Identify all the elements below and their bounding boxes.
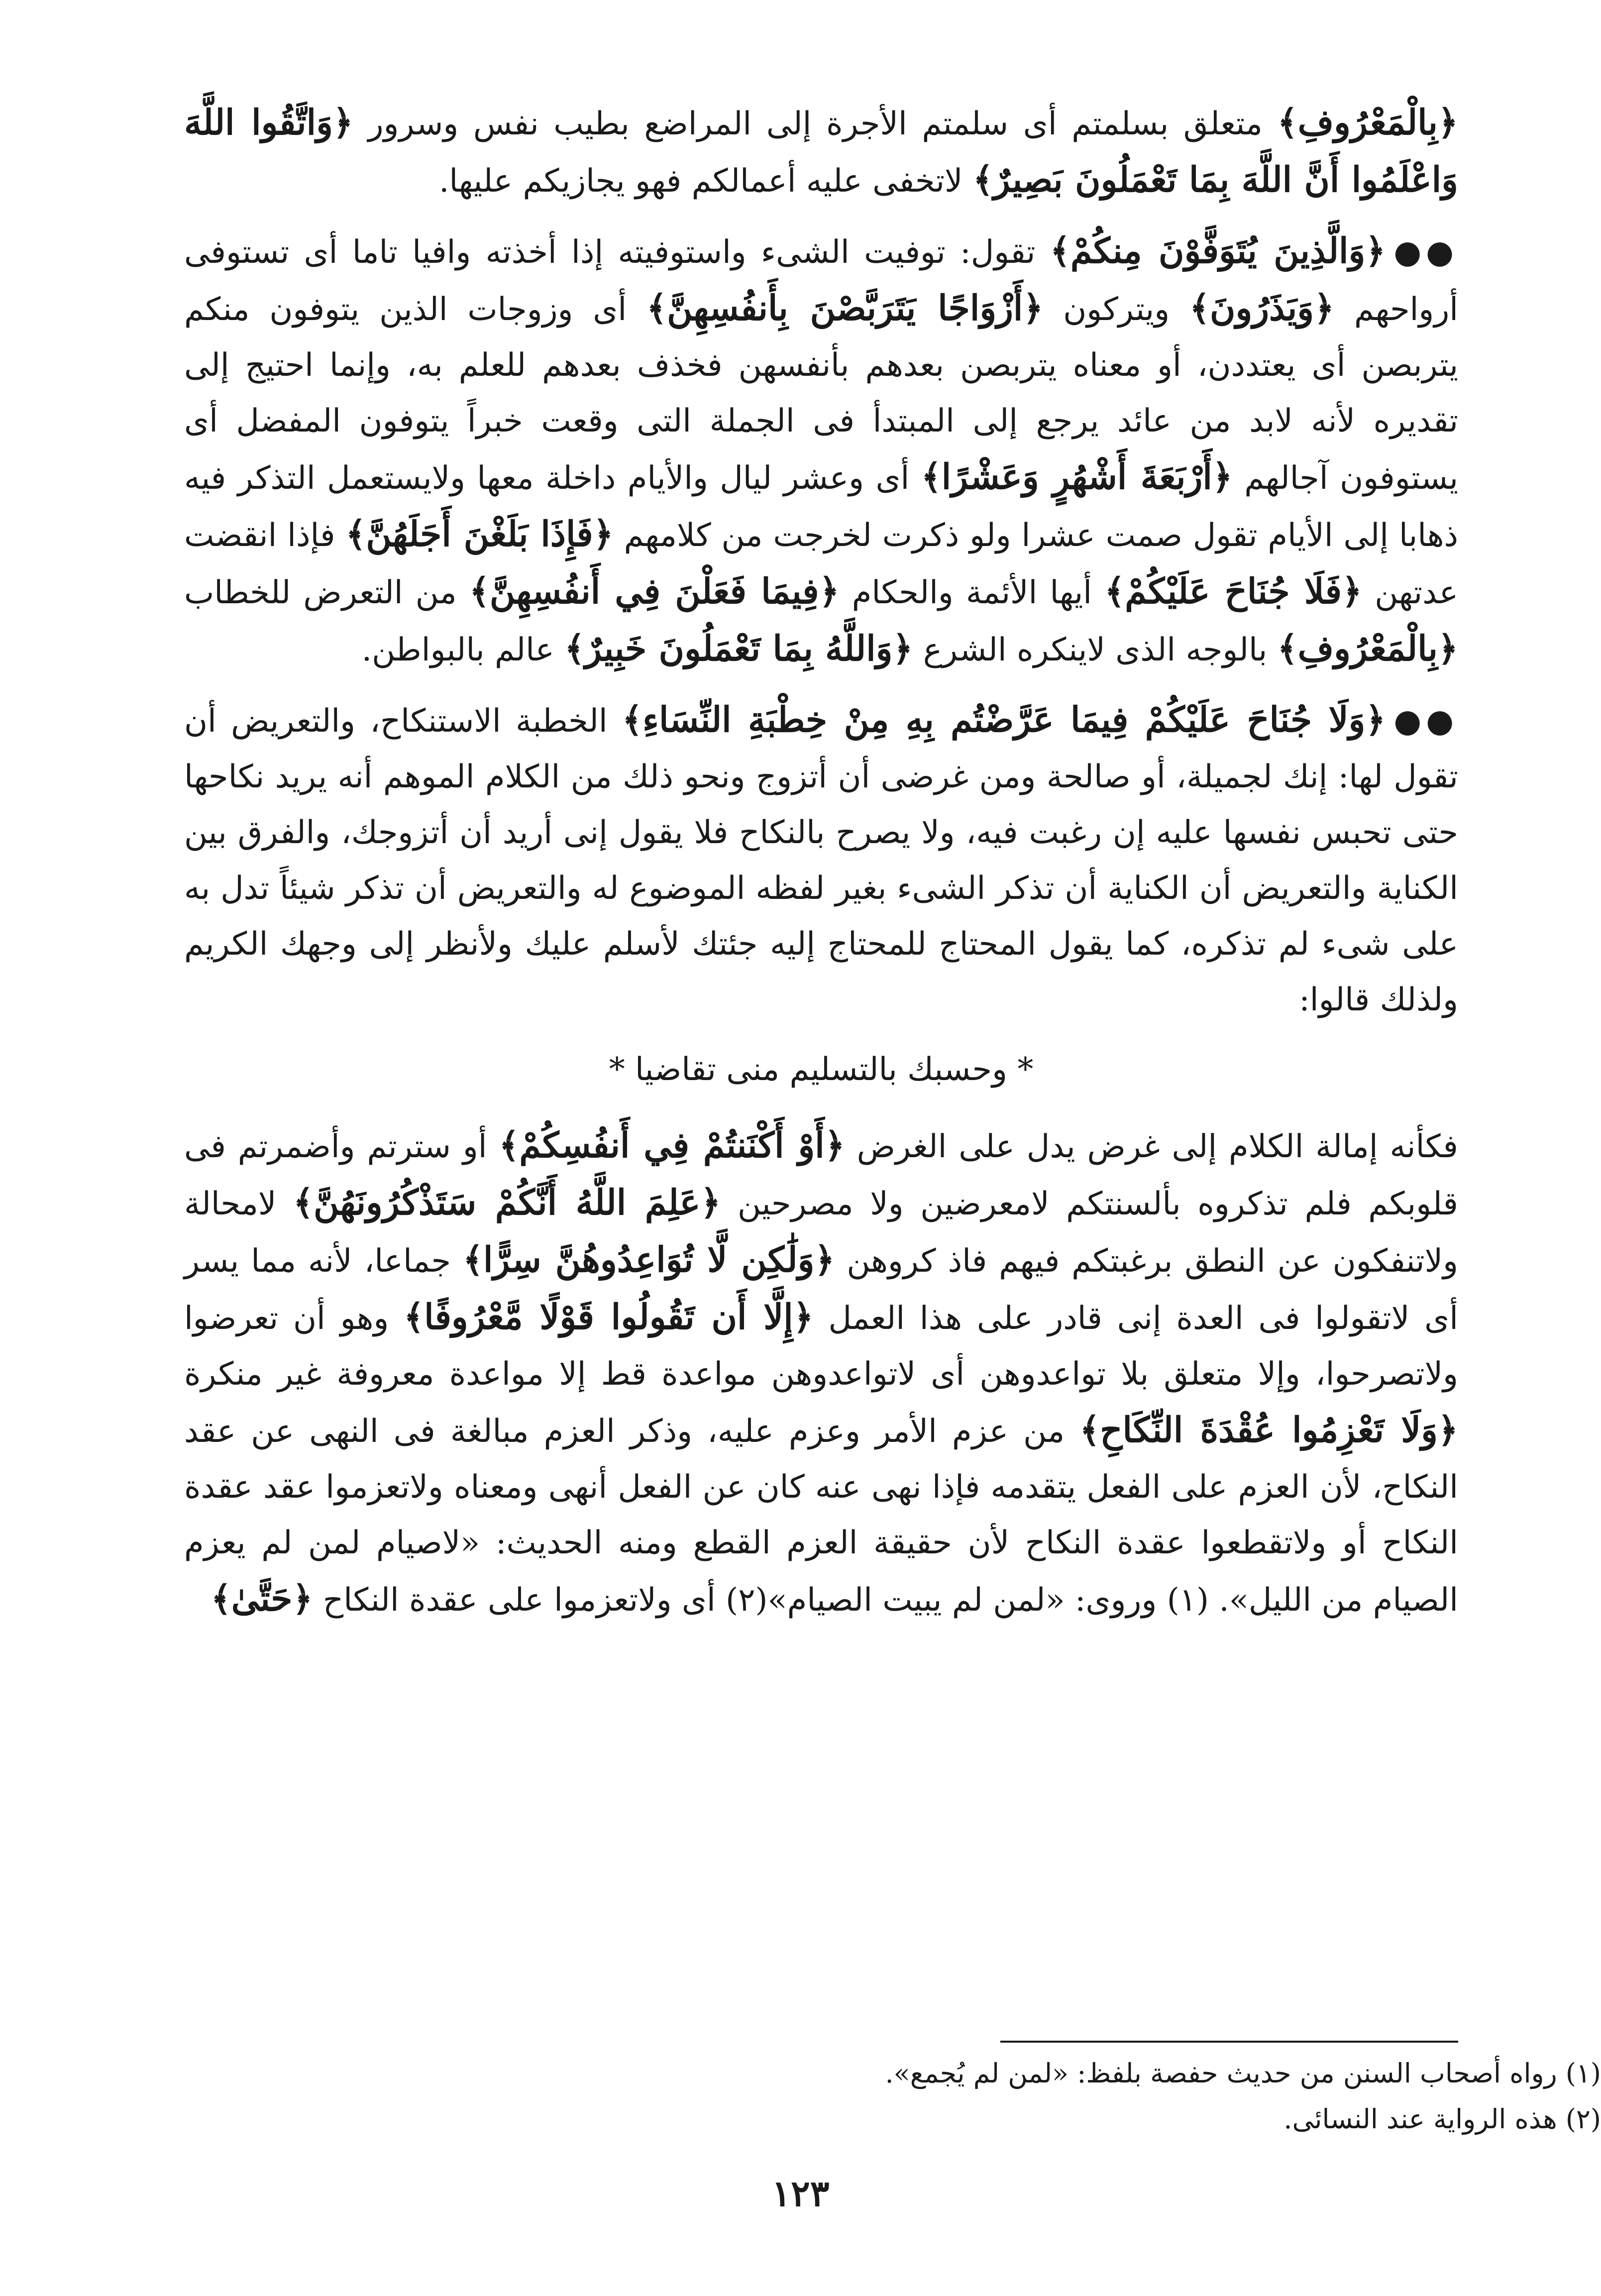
commentary-text: الخطبة الاستنكاح، والتعريض أن تقول لها: إنك لجميلة، أو صالحة ومن غرضى أن أتزوج ونحو ذلك من الكلام الموهم أنه يريد نكاحها حتى تحبس نفسها عليه إن رغبت فيه، ولا يصرح بالنكاح فلا يقول إنى أريد أن أتزوجك، والفرق بين الكناية والتعريض أن الكناية أن تذكر الشىء بغير لفظه الموضوع له والتعريض أن تذكر شيئاً تدل به على شىء لم تذكره، كما يقول المحتاج للمحتاج إليه جئتك لأسلم عليك ولأنظر إلى وجهك الكريم ولذلك قالوا: (184, 703, 1459, 1018)
commentary-text: فإذا انقضت عدتهن (184, 517, 1459, 611)
paragraph-1 (184, 95, 1458, 209)
verse-line: * وحسبك بالتسليم منى تقاضيا * (609, 1051, 1034, 1088)
paragraph-3 (184, 692, 1458, 1028)
commentary-text: متعلق بسلمتم أى سلمتم الأجرة إلى المراضع بطيب نفس وسرور (353, 106, 1278, 142)
bullet-marker: ●● (1393, 702, 1459, 740)
footnotes (327, 2051, 1601, 2142)
commentary-text: أى وعشر ليال والأيام داخلة معها ولايستعمل التذكر فيه ذهابا إلى الأيام تقول صمت عشرا ولو ذكرت لخرجت من كلامهم (184, 460, 1459, 554)
commentary-text: تقول: توفيت الشىء واستوفيته إذا أخذته وافيا تاما أى تستوفى أرواحهم (184, 234, 1459, 328)
quran-quote: ﴿أَوْ أَكْنَنتُمْ فِي أَنفُسِكُمْ﴾ (499, 1124, 845, 1166)
paragraph-2 (184, 223, 1458, 678)
quran-quote: ﴿فَلَا جُنَاحَ عَلَيْكُمْ﴾ (1104, 570, 1363, 612)
quran-quote: ﴿وَاللَّهُ بِمَا تَعْمَلُونَ خَبِيرٌ﴾ (564, 628, 913, 669)
quran-quote: ﴿وَالَّذِينَ يُتَوَفَّوْنَ مِنكُمْ﴾ (1050, 230, 1386, 271)
commentary-text: أيها الأئمة والحكام (839, 574, 1105, 611)
quran-quote: ﴿عَلِمَ اللَّهُ أَنَّكُمْ سَتَذْكُرُونَهُنَّ﴾ (293, 1182, 721, 1223)
quran-quote: ﴿إِلَّا أَن تَقُولُوا قَوْلًا مَّعْرُوفًا﴾ (404, 1296, 814, 1337)
commentary-text: فكأنه إمالة الكلام إلى غرض يدل على الغرض (845, 1128, 1459, 1165)
quran-quote: ﴿وَلَٰكِن لَّا تُوَاعِدُوهُنَّ سِرًّا﴾ (463, 1239, 835, 1280)
page-body (184, 95, 1458, 1642)
bullet-marker: ●● (1393, 233, 1459, 271)
commentary-text: لامحالة ولاتنفكون عن النطق برغبتكم فيهم فاذ كروهن (184, 1186, 1458, 1280)
commentary-text: من التعرض للخطاب (184, 574, 469, 611)
commentary-text: لاتخفى عليه أعمالكم فهو يجازيكم عليها. (439, 163, 973, 200)
commentary-text: وهو أن تعرضوا ولاتصرحوا، وإلا متعلق بلا تواعدوهن أى لاتواعدوهن مواعدة قط إلا مواعدة معروفة غير منكرة (184, 1300, 1458, 1393)
commentary-text: أو سترتم وأضمرتم فى قلوبكم فلم تذكروه بألسنتكم لامعرضين ولا مصرحين (184, 1128, 1459, 1222)
quran-quote: ﴿فِيمَا فَعَلْنَ فِي أَنفُسِهِنَّ﴾ (469, 570, 840, 612)
footnote-1: (١) رواه أصحاب السنن من حديث حفصة بلفظ: «لمن لم يُجمع». (885, 2058, 1601, 2089)
quran-quote: ﴿وَلَا جُنَاحَ عَلَيْكُمْ فِيمَا عَرَّضْتُم بِهِ مِنْ خِطْبَةِ النِّسَاءِ﴾ (622, 699, 1386, 740)
quran-quote: ﴿أَزْوَاجًا يَتَرَبَّصْنَ بِأَنفُسِهِنَّ﴾ (646, 287, 1044, 328)
quran-quote: ﴿حَتَّىٰ﴾ (211, 1578, 313, 1619)
quran-quote: ﴿وَلَا تَعْزِمُوا عُقْدَةَ النِّكَاحِ﴾ (1079, 1409, 1458, 1450)
quran-quote: ﴿وَيَذَرُونَ﴾ (1189, 287, 1335, 328)
commentary-text: جماعا، لأنه مما يسر أى لاتقولوا فى العدة إنى قادر على هذا العمل (184, 1243, 1458, 1337)
quran-quote: ﴿أَرْبَعَةَ أَشْهُرٍ وَعَشْرًا﴾ (921, 456, 1233, 497)
commentary-text: ويتركون (1043, 291, 1190, 328)
page-number: ١٢٣ (771, 2172, 830, 2214)
quran-quote: ﴿وَاتَّقُوا اللَّهَ وَاعْلَمُوا أَنَّ اللَّهَ بِمَا تَعْمَلُونَ بَصِيرٌ﴾ (184, 102, 1458, 200)
quran-quote: ﴿فَإِذَا بَلَغْنَ أَجَلَهُنَّ﴾ (345, 513, 614, 554)
commentary-text: بالوجه الذى لاينكره الشرع (913, 632, 1278, 668)
quran-quote: ﴿بِالْمَعْرُوفِ﴾ (1277, 628, 1458, 669)
commentary-text: أى وزوجات الذين يتوفون منكم يتربصن أى يعتددن، أو معناه يتربصن بعدهم بأنفسهن فخذف بعدهم للعلم به، وإنما احتيج إلى تقديره لأنه لابد من عائد يرجع إلى المبتدأ فى الجملة التى وقعت خبراً يتوفون المفضل أى يستوفون آجالهم (184, 291, 1459, 497)
footnote-divider (1000, 2041, 1458, 2043)
paragraph-4 (184, 1117, 1458, 1628)
commentary-text: عالم بالبواطن. (361, 632, 565, 668)
body-text (184, 95, 1458, 1028)
footnote-2: (٢) هذه الرواية عند النسائى. (1283, 2103, 1601, 2135)
body-text-continued (184, 1117, 1458, 1628)
quran-quote: ﴿بِالْمَعْرُوفِ﴾ (1277, 102, 1458, 143)
commentary-text: من عزم الأمر وعزم عليه، وذكر العزم مبالغة فى النهى عن عقد النكاح، لأن العزم على الفعل يتقدمه فإذا نهى عنه كان عن الفعل أنهى ومعناه ولاتعزموا عقد عقدة النكاح أو ولاتقطعوا عقدة النكاح لأن حقيقة العزم القطع ومنه الحديث: «لاصيام لمن لم يعزم الصيام من الليل». (١) وروى: «لمن لم يبيت الصيام»(٢) أى ولاتعزموا على عقدة النكاح (184, 1413, 1458, 1619)
